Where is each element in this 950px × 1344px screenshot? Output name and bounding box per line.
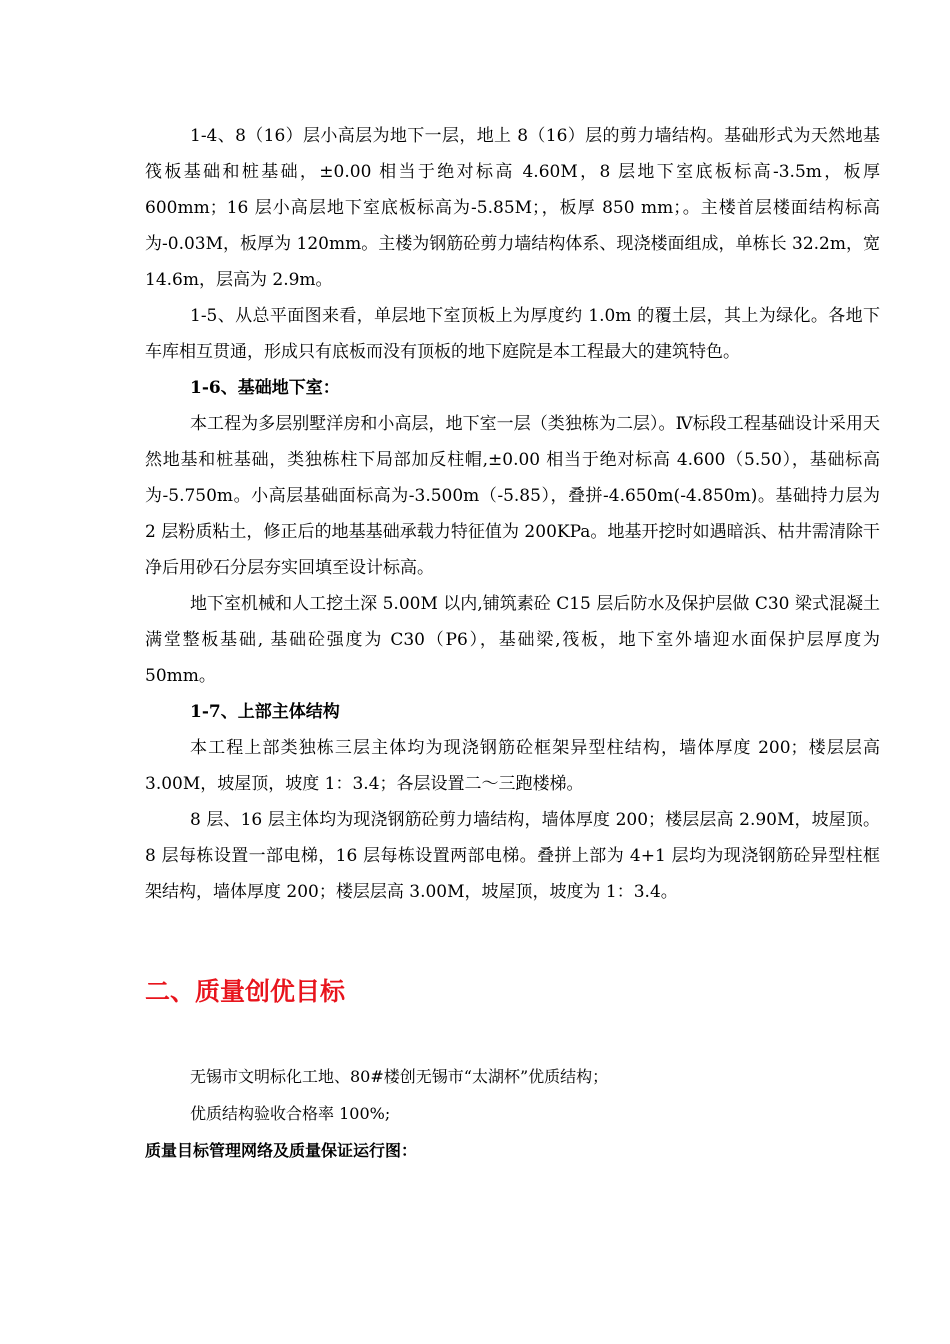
heading-1-6: 1-6、基础地下室： bbox=[190, 378, 340, 398]
paragraph-1-4: 1-4、8（16）层小高层为地下一层，地上 8（16）层的剪力墙结构。基础形式为天然地基筏板基础和桩基础，±0.00 相当于绝对标高 4.60M，8 层地下室底板标高-3.5m，板厚 600mm；16 层小高层地下室底板标高为-5.85M；，板厚 850 mm；。主楼首层楼面结构标高为-0.03M，板厚为 120mm。主楼为钢筋砼剪力墙结构体系、现浇楼面组成，单栋长 32.2m，宽 14.6m，层高为 2.9m。 bbox=[145, 126, 880, 290]
heading-1-7: 1-7、上部主体结构 bbox=[190, 702, 340, 722]
paragraph-1-6-a: 本工程为多层别墅洋房和小高层，地下室一层（类独栋为二层）。Ⅳ标段工程基础设计采用天然地基和桩基础，类独栋柱下局部加反柱帽,±0.00 相当于绝对标高 4.600（5.50），基础标高为-5.750m。小高层基础面标高为-3.500m（-5.85），叠拼-4.650m(-4.850m)。基础持力层为 2 层粉质粘土，修正后的地基基础承载力特征值为 200KPa。地基开挖时如遇暗浜、枯井需清除干净后用砂石分层夯实回填至设计标高。 bbox=[145, 414, 880, 578]
paragraph-1-7-b: 8 层、16 层主体均为现浇钢筋砼剪力墙结构，墙体厚度 200；楼层层高 2.90M，坡屋顶。8 层每栋设置一部电梯，16 层每栋设置两部电梯。叠拼上部为 4+1 层均为现浇钢筋砼异型柱框架结构，墙体厚度 200；楼层层高 3.00M，坡屋顶，坡度为 1：3.4。 bbox=[145, 810, 880, 902]
goal-item-2: 优质结构验收合格率 100%; bbox=[190, 1104, 391, 1123]
section-1-body bbox=[145, 118, 880, 910]
paragraph-1-6-b: 地下室机械和人工挖土深 5.00M 以内,铺筑素砼 C15 层后防水及保护层做 C30 梁式混凝土满堂整板基础, 基础砼强度为 C30（P6），基础梁,筏板，地下室外墙迎水面保护层厚度为 50mm。 bbox=[145, 594, 880, 686]
quality-goals bbox=[145, 1058, 880, 1169]
paragraph-1-7-a: 本工程上部类独栋三层主体均为现浇钢筋砼框架异型柱结构，墙体厚度 200；楼层层高 3.00M，坡屋顶，坡度 1：3.4；各层设置二～三跑楼梯。 bbox=[145, 738, 880, 794]
section-2-heading: 二、质量创优目标 bbox=[145, 977, 346, 1006]
paragraph-1-5: 1-5、从总平面图来看，单层地下室顶板上为厚度约 1.0m 的覆土层，其上为绿化。各地下车库相互贯通，形成只有底板而没有顶板的地下庭院是本工程最大的建筑特色。 bbox=[145, 306, 880, 362]
goal-item-1: 无锡市文明标化工地、80#楼创无锡市“太湖杯”优质结构； bbox=[190, 1067, 609, 1086]
diagram-caption: 质量目标管理网络及质量保证运行图： bbox=[145, 1141, 418, 1160]
